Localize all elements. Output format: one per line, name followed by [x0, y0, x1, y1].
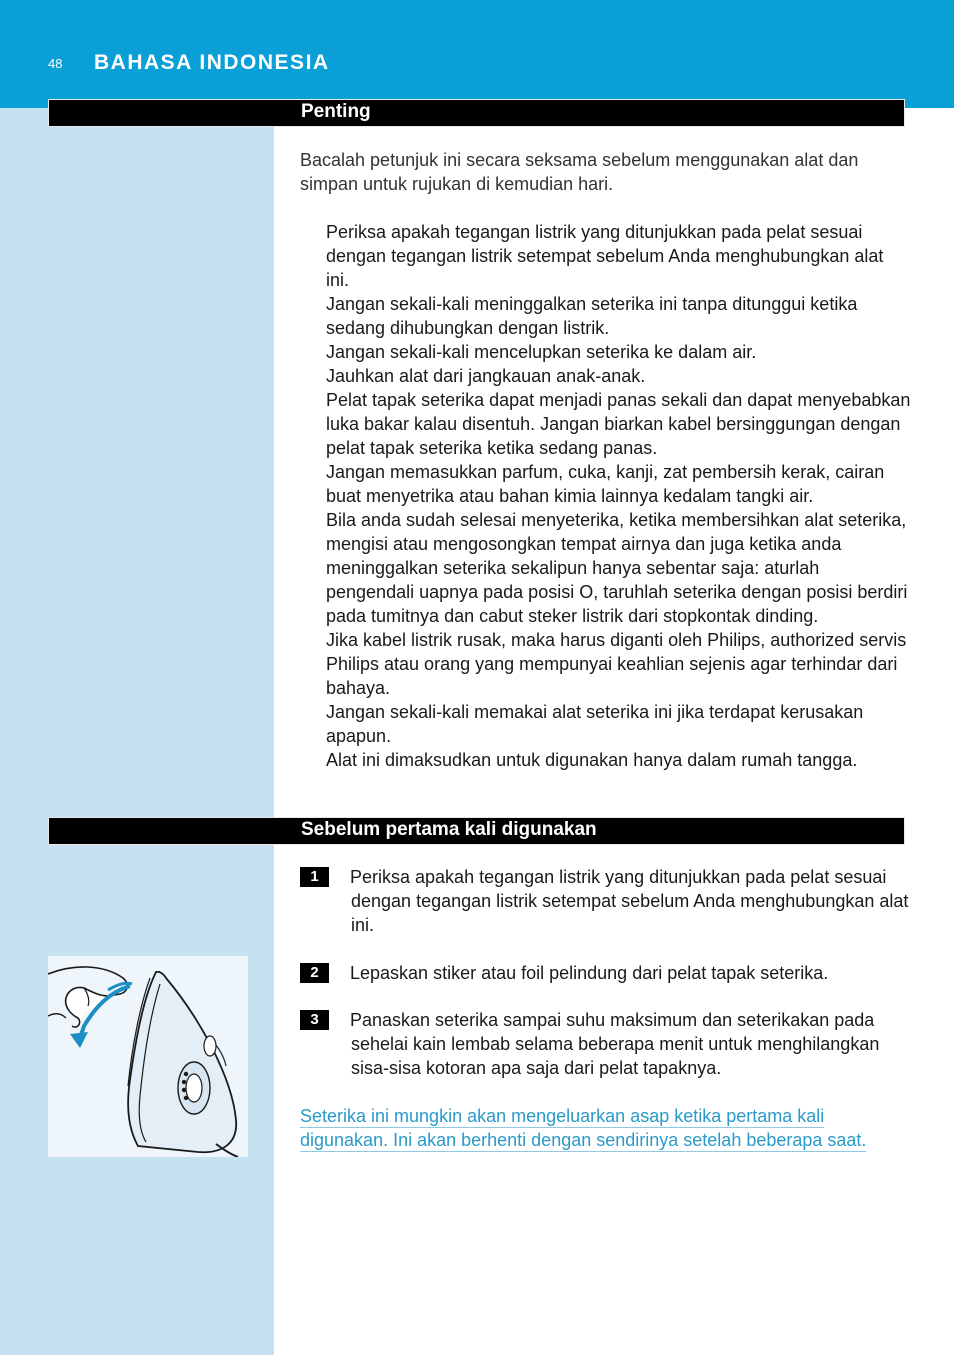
section-title-penting: Penting — [301, 101, 371, 122]
step-text: Panaskan seterika sampai suhu maksimum dan seterikakan pada sehelai kain lembab selama beberapa menit untuk menghilangkan sisa-sisa kotoran apa saja dari pelat tapaknya. — [350, 1010, 880, 1078]
step-text: Periksa apakah tegangan listrik yang ditunjukkan pada pelat sesuai dengan tegangan listrik setempat sebelum Anda menghubungkan alat ini. — [350, 867, 909, 935]
warning-item: Periksa apakah tegangan listrik yang ditunjukkan pada pelat sesuai dengan tegangan listrik setempat sebelum Anda menghubungkan alat ini. — [326, 222, 884, 290]
illustration-pointer — [250, 960, 298, 986]
warning-item: Jika kabel listrik rusak, maka harus diganti oleh Philips, authorized servis Philips atau orang yang mempunyai keahlian sejenis agar terhindar dari bahaya. — [326, 630, 907, 698]
warning-item: Jangan sekali-kali mencelupkan seterika ke dalam air. — [326, 342, 757, 362]
page-number: 48 — [48, 56, 63, 71]
iron-peeling-sticker-drawing — [48, 956, 248, 1157]
warning-list — [326, 220, 911, 772]
warning-item: Pelat tapak seterika dapat menjadi panas sekali dan dapat menyebabkan luka bakar kalau disentuh. Jangan biarkan kabel bersinggungan dengan pelat tapak seterika ketika sedang panas. — [326, 390, 911, 458]
section-title-sebelum: Sebelum pertama kali digunakan — [301, 819, 597, 840]
step-text: Lepaskan stiker atau foil pelindung dari pelat tapak seterika. — [350, 963, 829, 983]
section-bar-sebelum — [48, 817, 905, 845]
step-number: 2 — [300, 963, 329, 983]
note-text: Seterika ini mungkin akan mengeluarkan asap ketika pertama kali digunakan. Ini akan berhenti dengan sendirinya setelah beberapa saat. — [300, 1106, 867, 1150]
warning-item: Jangan memasukkan parfum, cuka, kanji, zat pembersih kerak, cairan buat menyetrika atau bahan kimia lainnya kedalam tangki air. — [326, 462, 885, 506]
warning-item: Alat ini dimaksudkan untuk digunakan hanya dalam rumah tangga. — [326, 750, 858, 770]
sidebar-band — [0, 108, 274, 1355]
warning-item: Jangan sekali-kali meninggalkan seterika ini tanpa ditunggui ketika sedang dihubungkan dengan listrik. — [326, 294, 858, 338]
warning-item: Jangan sekali-kali memakai alat seterika ini jika terdapat kerusakan apapun. — [326, 702, 864, 746]
warning-item: Bila anda sudah selesai menyeterika, ketika membersihkan alat seterika, mengisi atau mengosongkan tempat airnya dan juga ketika anda meninggalkan seterika sekalipun hanya sebentar saja: aturlah pengendali uapnya pada posisi O, taruhlah seterika dengan posisi berdiri pada tumitnya dan cabut steker listrik dari stopkontak dinding. — [326, 510, 908, 626]
step-3 — [300, 1008, 910, 1080]
first-use-note — [300, 1104, 900, 1152]
section-bar-penting — [48, 99, 905, 127]
warning-item: Jauhkan alat dari jangkauan anak-anak. — [326, 366, 646, 386]
language-title: BAHASA INDONESIA — [94, 51, 330, 74]
step-2 — [300, 961, 910, 985]
step-number: 1 — [300, 867, 329, 887]
step-1 — [300, 865, 910, 937]
iron-illustration — [48, 956, 248, 1157]
intro-paragraph: Bacalah petunjuk ini secara seksama sebelum menggunakan alat dan simpan untuk rujukan di kemudian hari. — [300, 150, 859, 194]
step-number: 3 — [300, 1010, 329, 1030]
